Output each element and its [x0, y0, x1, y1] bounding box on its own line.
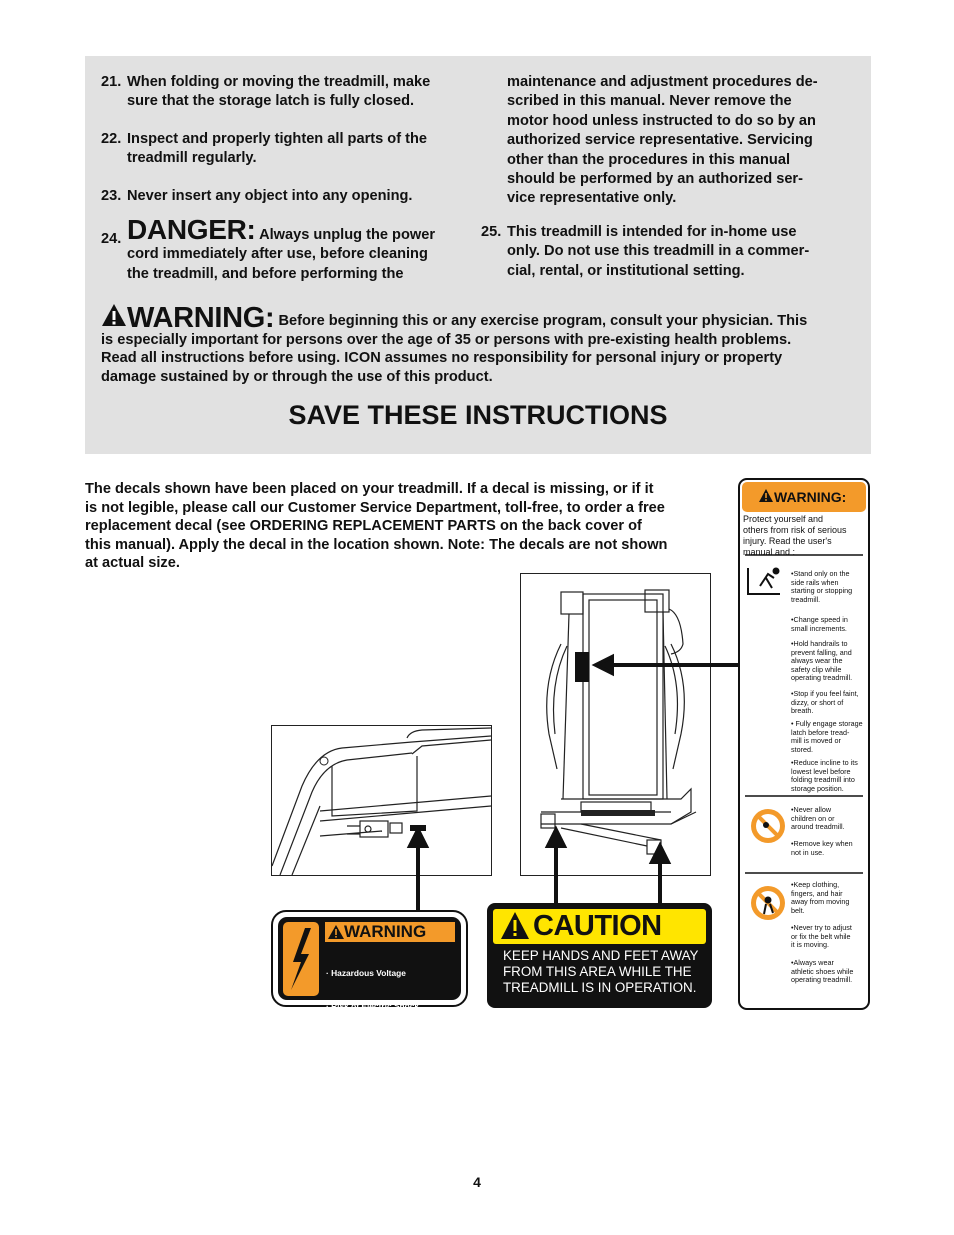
item-24: 24. DANGER: Always unplug the power cord immediately after use, before cleaning the treadmill, and before performing the: [101, 214, 436, 282]
warning-paragraph: WARNING: Before beginning this or any exercise program, consult your physician. This is especially important for persons over the age of 35 or persons with pre-existing health problems. Read all instructions before using. ICON assumes no responsibility for personal injury or property damage sustained by or through the use of this product.: [101, 302, 808, 385]
tall-decal-bullet-line: •Never try to adjust: [791, 923, 852, 932]
tall-decal-bullet: [791, 840, 869, 857]
tall-decal-bullet-line: dizzy, or short of: [791, 697, 844, 707]
tall-decal-bullet-line: belt.: [791, 905, 805, 915]
tall-decal-bullet: [791, 759, 869, 793]
tall-decal-bullet-line: small increments.: [791, 623, 847, 633]
tall-decal-bullet: [791, 720, 869, 754]
tall-decal-bullet-line: •Always wear: [791, 958, 834, 967]
shock-decal-header: WARNING: [344, 922, 427, 941]
tall-decal-bullet-line: • Fully engage storage: [791, 719, 863, 728]
tall-decal-bullet-line: folding treadmill into: [791, 775, 855, 785]
tall-decal-bullet-line: •Never allow: [791, 805, 832, 814]
tall-decal-bullet: [791, 959, 869, 985]
tall-decal-bullet: [791, 616, 869, 633]
tall-decal-bullet-line: •Stop if you feel faint,: [791, 689, 859, 698]
caution-decal-text: KEEP HANDS AND FEET AWAY FROM THIS AREA WHILE THE TREADMILL IS IN OPERATION.: [503, 948, 699, 995]
tall-decal-bullet: [791, 881, 869, 915]
tall-decal-header: WARNING:: [774, 489, 847, 505]
tall-decal-bullet-line: mill is moved or: [791, 736, 841, 746]
tall-decal-bullet-line: •Reduce incline to its: [791, 758, 858, 767]
tall-decal-bullet: [791, 570, 869, 604]
item-23: 23. Never insert any object into any opening.: [101, 187, 413, 204]
tall-decal-bullet-line: operating treadmill.: [791, 673, 853, 683]
tall-decal-bullet-line: athletic shoes while: [791, 966, 854, 976]
shock-warning-decal: [271, 910, 469, 1077]
tall-decal-bullet-line: •Stand only on the: [791, 569, 850, 578]
tall-decal-bullet-line: operating treadmill.: [791, 975, 853, 985]
tall-decal-bullet-line: treadmill.: [791, 594, 821, 604]
caution-decal: [487, 903, 712, 1008]
tall-decal-bullet-line: safety clip while: [791, 664, 842, 674]
tall-decal-bullet-line: side rails when: [791, 577, 839, 587]
warning-label: WARNING:: [127, 302, 275, 334]
tall-decal-bullet-line: lowest level before: [791, 766, 851, 776]
tall-decal-bullet-line: children on or: [791, 813, 835, 823]
tall-decal-bullet-line: latch before tread-: [791, 727, 850, 737]
page-number: 4: [473, 1174, 481, 1190]
item-24-continued: maintenance and adjustment procedures de- scribed in this manual. Never remove the motor hood unless instructed to do so by an authorized service representative. Servicing other than the procedures in this manual should be performed by an authorized ser- vice representative only.: [507, 74, 818, 207]
tall-decal-bullet: [791, 690, 869, 716]
tall-decal-bullet-line: stored.: [791, 744, 813, 754]
tall-decal-bullet-line: away from moving: [791, 897, 850, 907]
item-25: 25. This treadmill is intended for in-home use only. Do not use this treadmill in a commer- cial, rental, or institutional setting.: [481, 223, 810, 279]
tall-decal-bullet-line: storage position.: [791, 783, 844, 793]
caution-decal-header: CAUTION: [533, 910, 662, 942]
tall-decal-bullet-line: breath.: [791, 706, 814, 716]
tall-decal-bullet-line: fingers, and hair: [791, 888, 843, 898]
tall-decal-bullet-line: always wear the: [791, 656, 843, 666]
danger-label: DANGER:: [127, 214, 256, 246]
tall-decal-bullet-line: prevent falling, and: [791, 647, 852, 657]
tall-decal-bullet: [791, 924, 869, 950]
decal-intro-paragraph: The decals shown have been placed on your treadmill. If a decal is missing, or if it is not legible, please call our Customer Service Department, toll-free, to order a free replacement decal (see ORDERING REPLACEMENT PARTS on the back cover of this manual). Apply the decal in the location shown. Note: The decals are not shown at actual size.: [85, 481, 668, 572]
shock-decal-text: · Hazardous Voltage · Risk of Electric Shock · Unplug Treadmill before Assembly /Disassembly.: [326, 968, 469, 1077]
tall-warning-decal: [738, 478, 870, 1010]
tall-decal-intro: Protect yourself and others from risk of serious injury. Read the user's manual and :: [743, 514, 847, 557]
tall-decal-bullet: [791, 640, 869, 683]
save-instructions-heading: SAVE THESE INSTRUCTIONS: [288, 400, 668, 430]
tall-decal-bullet-line: •Remove key when: [791, 839, 853, 848]
tall-decal-bullet-line: •Hold handrails to: [791, 639, 848, 648]
tall-decal-bullet-line: it is moving.: [791, 940, 829, 950]
tall-decal-bullet: [791, 806, 869, 832]
item-21: 21. When folding or moving the treadmill, make sure that the storage latch is fully closed.: [101, 74, 431, 110]
item-22: 22. Inspect and properly tighten all parts of the treadmill regularly.: [101, 130, 428, 167]
tall-decal-bullet-line: •Keep clothing,: [791, 880, 840, 889]
tall-decal-bullet-line: starting or stopping: [791, 586, 853, 596]
tall-decal-bullet-line: around treadmill.: [791, 822, 845, 832]
tall-decal-bullet-line: or fix the belt while: [791, 931, 851, 941]
tall-decal-bullet-line: not in use.: [791, 847, 825, 857]
tall-decal-bullet-line: •Change speed in: [791, 615, 848, 624]
